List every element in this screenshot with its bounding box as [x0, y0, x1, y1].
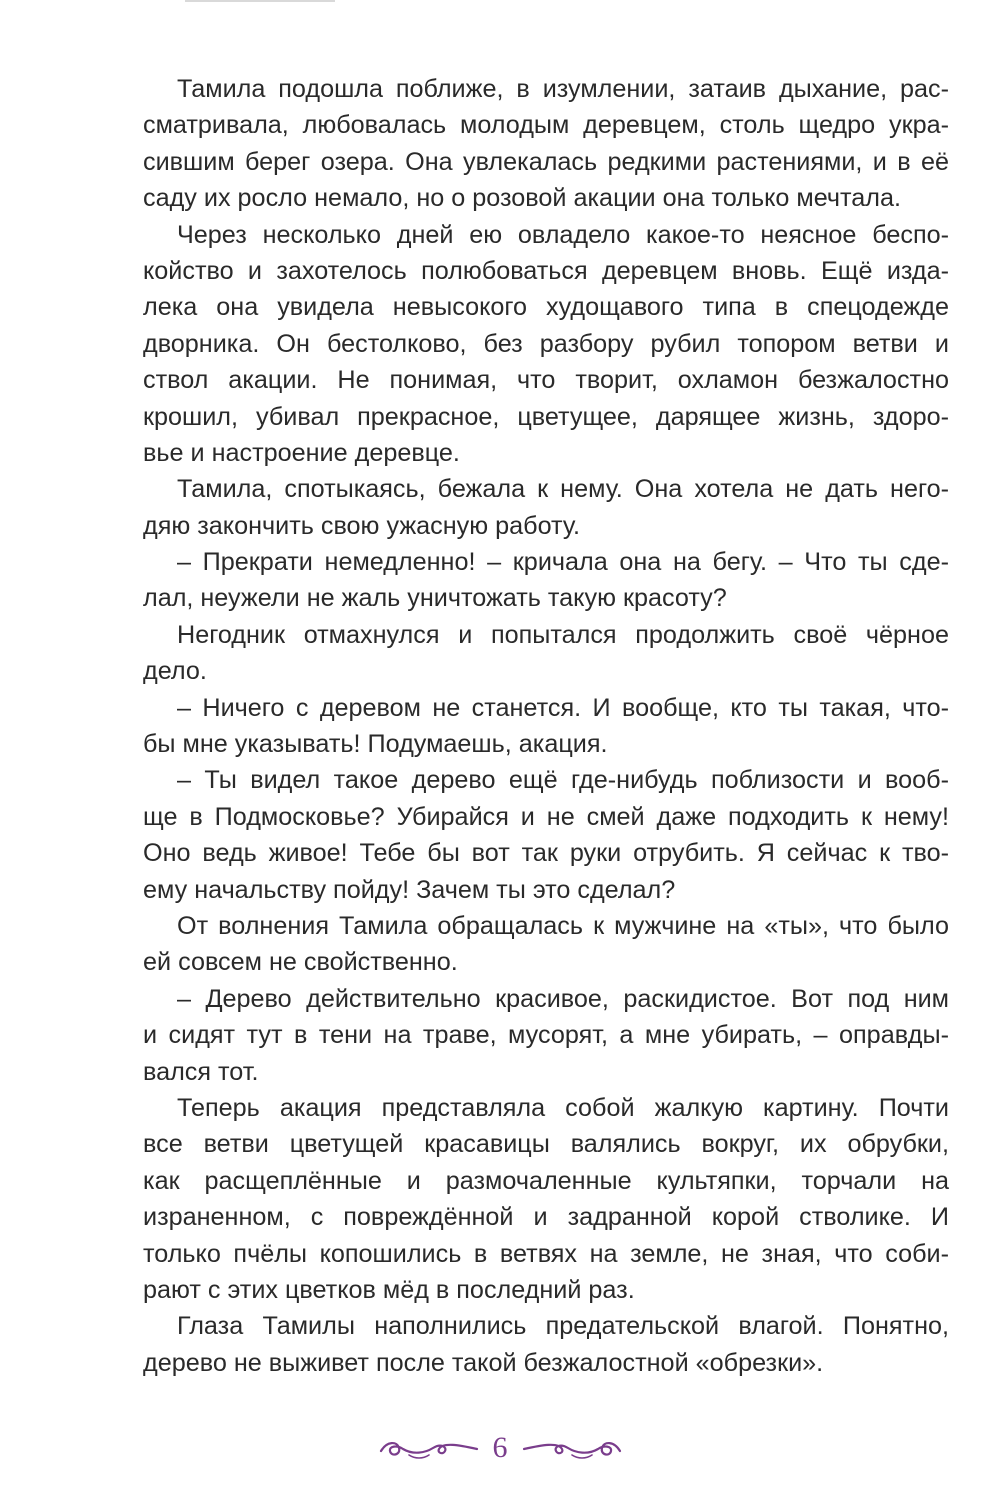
- text-line: Негодник отмахнулся и попытался продолжить своё чёрное: [177, 620, 949, 649]
- text-line: – Ты видел такое дерево ещё где-нибудь поблизости и вооб-: [177, 766, 949, 795]
- text-line: дерево не выживет после такой безжалостной «обрезки».: [143, 1348, 824, 1377]
- text-line: рают с этих цветков мёд в последний раз.: [143, 1275, 635, 1304]
- text-line: – Прекрати немедленно! – кричала она на бегу. – Что ты сде-: [177, 548, 949, 577]
- text-line: Оно ведь живое! Тебе бы вот так руки отрубить. Я сейчас к тво-: [143, 839, 949, 868]
- text-line: вался тот.: [143, 1057, 259, 1086]
- text-line: дворника. Он бестолково, без разбору рубил топором ветви и: [143, 329, 949, 358]
- text-line: и сидят тут в тени на траве, мусорят, а мне убирать, – оправды-: [143, 1021, 949, 1050]
- body-text: [143, 71, 949, 1381]
- text-line: дяю закончить свою ужасную работу.: [143, 511, 580, 540]
- text-line: как расщеплённые и размочаленные культяпки, торчали на: [143, 1166, 949, 1195]
- text-line: ствол акации. Не понимая, что творит, охламон безжалостно: [143, 366, 949, 395]
- text-line: бы мне указывать! Подумаешь, акация.: [143, 730, 608, 759]
- text-line: саду их росло немало, но о розовой акации она только мечтала.: [143, 184, 901, 213]
- text-line: вье и настроение деревце.: [143, 438, 460, 467]
- text-line: ще в Подмосковье? Убирайся и не смей даже подходить к нему!: [143, 802, 949, 831]
- text-line: лека она увидела невысокого худощавого типа в спецодежде: [143, 293, 949, 322]
- text-line: Через несколько дней ею овладело какое-то неясное беспо-: [177, 220, 949, 249]
- text-line: От волнения Тамила обращалась к мужчине на «ты», что было: [177, 911, 949, 940]
- text-line: только пчёлы копошились в ветвях на земле, не зная, что соби-: [143, 1239, 949, 1268]
- swirl-ornament-left-icon: [373, 1433, 483, 1463]
- swirl-ornament-right-icon: [518, 1433, 628, 1463]
- text-line: Глаза Тамилы наполнились предательской влагой. Понятно,: [177, 1312, 949, 1341]
- text-line: Тамила, спотыкаясь, бежала к нему. Она хотела не дать него-: [177, 475, 949, 504]
- text-line: – Дерево действительно красивое, раскидистое. Вот под ним: [177, 984, 949, 1013]
- text-line: лал, неужели не жаль уничтожать такую красоту?: [143, 584, 727, 613]
- text-line: Тамила подошла поближе, в изумлении, затаив дыхание, рас-: [177, 75, 949, 103]
- text-line: койство и захотелось полюбоваться деревцем вновь. Ещё изда-: [143, 256, 949, 285]
- text-line: ему начальству пойду! Зачем ты это сделал?: [143, 875, 676, 904]
- text-line: сившим берег озера. Она увлекалась редкими растениями, и в её: [143, 147, 949, 176]
- text-line: сматривала, любовалась молодым деревцем, столь щедро укра-: [143, 111, 949, 140]
- text-line: – Ничего с деревом не станется. И вообще, кто ты такая, что-: [177, 693, 949, 722]
- text-line: Теперь акация представляла собой жалкую картину. Почти: [177, 1093, 949, 1122]
- text-line: израненном, с повреждённой и задранной корой стволике. И: [143, 1203, 949, 1232]
- text-line: дело.: [143, 657, 207, 686]
- text-line: крошил, убивал прекрасное, цветущее, дарящее жизнь, здоро-: [143, 402, 949, 431]
- page-footer: [0, 1428, 1000, 1468]
- top-edge-mark: [185, 0, 335, 2]
- text-line: все ветви цветущей красавицы валялись вокруг, их обрубки,: [143, 1130, 949, 1159]
- page-number: 6: [492, 1431, 508, 1464]
- text-line: ей совсем не свойственно.: [143, 948, 458, 977]
